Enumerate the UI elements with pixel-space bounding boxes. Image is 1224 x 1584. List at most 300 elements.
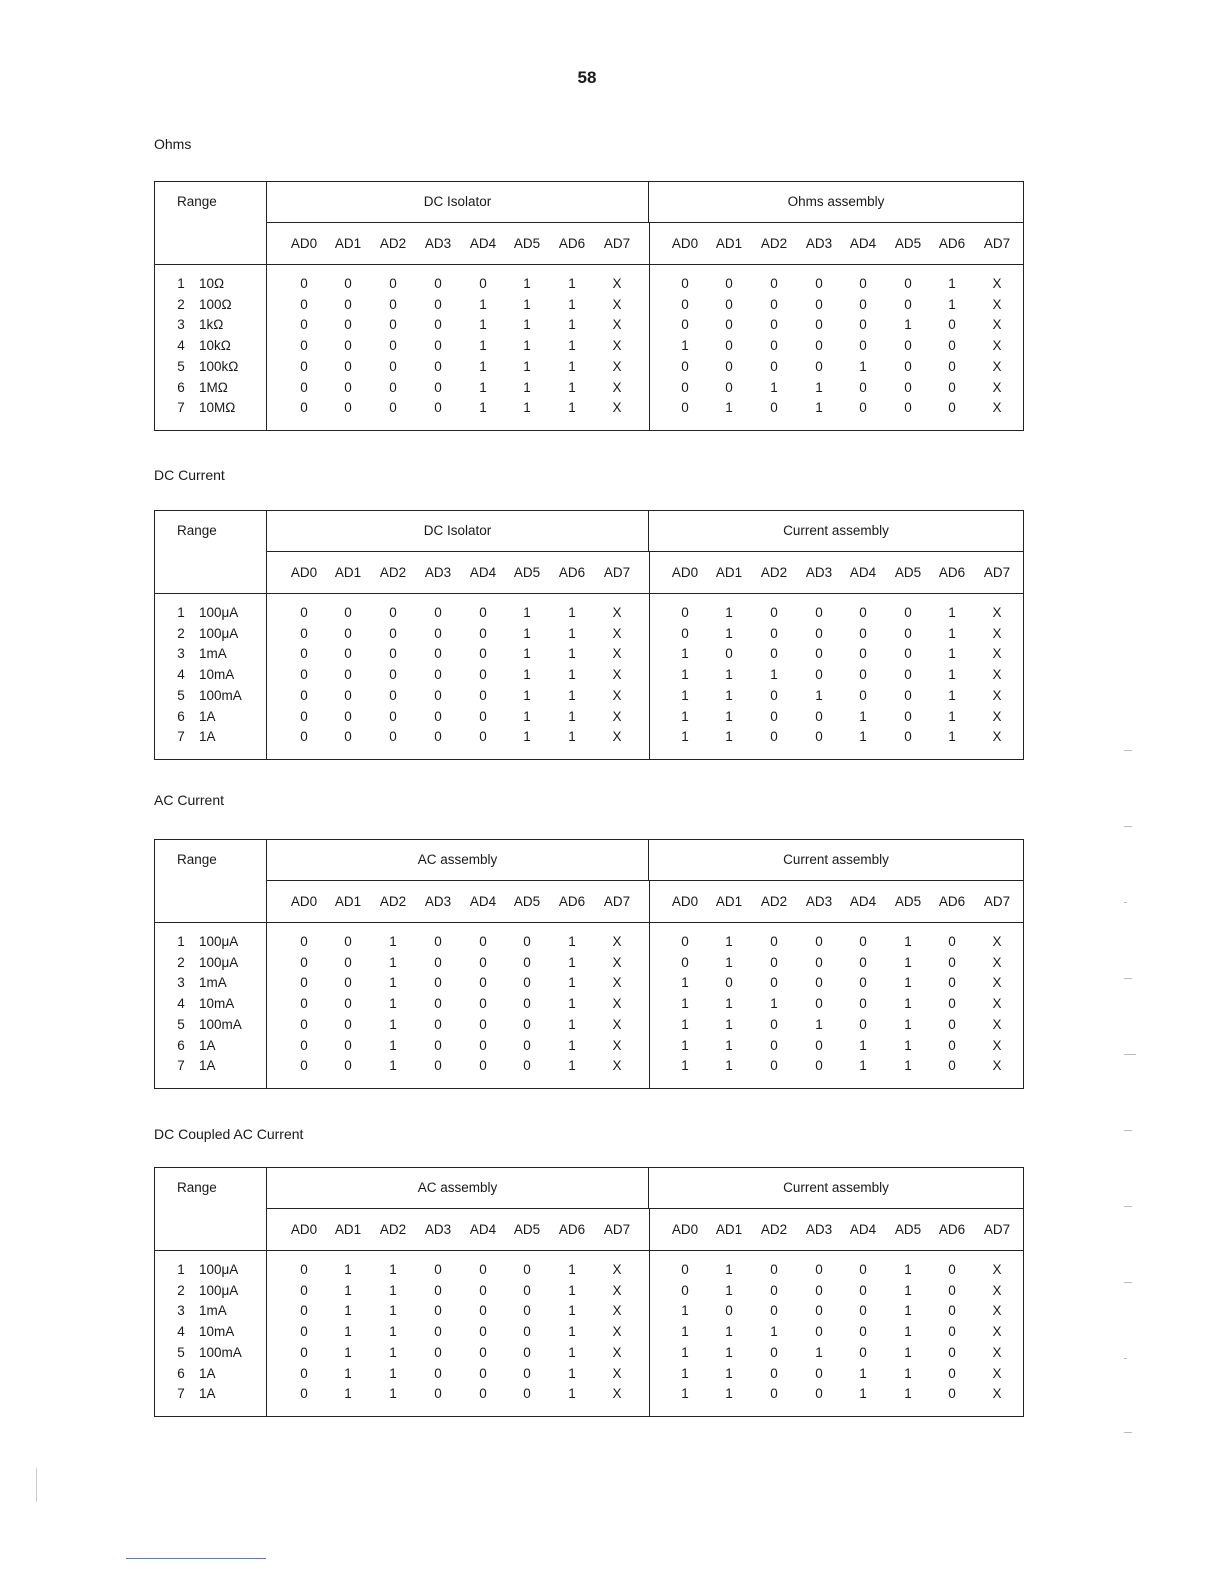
row-number: 1: [177, 605, 185, 620]
bit-cell: X: [612, 338, 622, 354]
bit-cell: 0: [948, 1016, 956, 1032]
bit-cell: 1: [568, 996, 576, 1012]
bit-cell: 0: [344, 605, 352, 620]
table-row: [155, 1015, 1023, 1035]
bit-cell: 1: [389, 975, 397, 991]
bit-cell: 0: [434, 338, 442, 354]
bit-cell: X: [612, 954, 622, 970]
bit-cell: 0: [434, 1262, 442, 1277]
bit-cell: 0: [300, 1058, 308, 1074]
row-number: 5: [177, 1016, 185, 1032]
bit-cell: 0: [859, 400, 867, 416]
code-table: [154, 181, 1024, 431]
bit-cell: 0: [389, 379, 397, 395]
bit-cell: X: [992, 1016, 1002, 1032]
margin-mark: [1124, 750, 1132, 751]
bit-cell: 1: [389, 996, 397, 1012]
bit-cell: 0: [904, 338, 912, 354]
bit-cell: X: [992, 1344, 1002, 1360]
bit-cell: 0: [344, 1058, 352, 1074]
column-header: AD2: [760, 1222, 788, 1237]
bit-cell: 0: [681, 954, 689, 970]
bit-cell: 0: [434, 1282, 442, 1298]
bit-cell: 0: [770, 605, 778, 620]
bit-cell: 1: [568, 400, 576, 416]
bit-cell: 0: [479, 996, 487, 1012]
column-header-row: [155, 563, 1023, 583]
table-row: [155, 1301, 1023, 1321]
bit-cell: 0: [300, 1016, 308, 1032]
bit-cell: 0: [389, 358, 397, 374]
code-table: [154, 510, 1024, 760]
bit-cell: 1: [568, 296, 576, 312]
bit-cell: 0: [815, 667, 823, 683]
row-number: 4: [177, 996, 185, 1012]
bit-cell: 0: [300, 358, 308, 374]
bit-cell: 1: [725, 708, 733, 724]
column-header: AD3: [424, 565, 452, 580]
bit-cell: 0: [904, 646, 912, 662]
bit-cell: 1: [568, 338, 576, 354]
bit-cell: 1: [479, 317, 487, 333]
bit-cell: 1: [479, 338, 487, 354]
bit-cell: 0: [904, 400, 912, 416]
bit-cell: 1: [904, 1365, 912, 1381]
section-title: DC Current: [154, 467, 225, 483]
bit-cell: 0: [948, 934, 956, 949]
bit-cell: 0: [479, 729, 487, 745]
bit-cell: 1: [904, 996, 912, 1012]
bit-cell: 1: [904, 975, 912, 991]
table-row: [155, 994, 1023, 1014]
bit-cell: 0: [815, 1262, 823, 1277]
bit-cell: 0: [770, 1016, 778, 1032]
bit-cell: 0: [300, 667, 308, 683]
bit-cell: 0: [344, 317, 352, 333]
bit-cell: 1: [568, 317, 576, 333]
bit-cell: 0: [725, 646, 733, 662]
bit-cell: 0: [523, 1365, 531, 1381]
right-group-header: Ohms assembly: [787, 194, 885, 209]
bit-cell: 1: [681, 1303, 689, 1319]
bit-cell: 1: [859, 358, 867, 374]
column-header: AD6: [558, 565, 586, 580]
row-number: 3: [177, 975, 185, 991]
bit-cell: X: [612, 358, 622, 374]
margin-mark: [1124, 1054, 1136, 1055]
bit-cell: 0: [434, 996, 442, 1012]
bit-cell: 1: [725, 1386, 733, 1402]
bit-cell: 0: [904, 687, 912, 703]
bit-cell: 1: [815, 1344, 823, 1360]
bit-cell: 0: [859, 975, 867, 991]
bit-cell: 1: [904, 954, 912, 970]
bit-cell: 0: [904, 708, 912, 724]
bit-cell: 0: [479, 605, 487, 620]
bit-cell: 1: [523, 400, 531, 416]
bit-cell: 0: [300, 379, 308, 395]
bit-cell: 0: [904, 605, 912, 620]
table-row: [155, 1036, 1023, 1056]
bit-cell: 0: [770, 1344, 778, 1360]
bit-cell: 0: [681, 317, 689, 333]
row-range: 1A: [199, 729, 216, 745]
table-row: [155, 665, 1023, 685]
bit-cell: 0: [479, 1016, 487, 1032]
column-header: AD0: [290, 894, 318, 909]
bit-cell: 1: [389, 1262, 397, 1277]
column-header-row: [155, 892, 1023, 912]
bit-cell: 0: [434, 934, 442, 949]
bit-cell: 0: [859, 379, 867, 395]
column-header: AD1: [334, 565, 362, 580]
bit-cell: 0: [859, 605, 867, 620]
bit-cell: 0: [859, 317, 867, 333]
bit-cell: 0: [389, 625, 397, 641]
row-number: 7: [177, 1058, 185, 1074]
bit-cell: 1: [681, 1344, 689, 1360]
bit-cell: 0: [434, 379, 442, 395]
bit-cell: X: [612, 1282, 622, 1298]
bit-cell: 1: [681, 729, 689, 745]
bit-cell: 0: [815, 1037, 823, 1053]
rule-line: [155, 922, 1023, 923]
bit-cell: 1: [389, 934, 397, 949]
bit-cell: X: [612, 708, 622, 724]
row-number: 1: [177, 276, 185, 291]
bit-cell: 0: [523, 934, 531, 949]
bit-cell: 1: [568, 1324, 576, 1340]
bit-cell: 1: [904, 1037, 912, 1053]
bit-cell: 0: [770, 687, 778, 703]
bit-cell: 0: [344, 934, 352, 949]
bit-cell: 0: [344, 625, 352, 641]
bit-cell: X: [992, 667, 1002, 683]
row-range: 1A: [199, 1037, 216, 1053]
column-header: AD7: [603, 565, 631, 580]
bit-cell: 0: [434, 1058, 442, 1074]
bit-cell: 1: [948, 605, 956, 620]
column-header: AD2: [379, 894, 407, 909]
column-header: AD1: [334, 1222, 362, 1237]
column-header: AD4: [469, 1222, 497, 1237]
bit-cell: 1: [523, 667, 531, 683]
footer-rule: [126, 1558, 266, 1559]
rule-line: [267, 551, 1023, 552]
bit-cell: 1: [389, 1365, 397, 1381]
margin-mark: [1124, 1432, 1132, 1433]
row-range: 1A: [199, 708, 216, 724]
bit-cell: 0: [948, 317, 956, 333]
bit-cell: 0: [344, 646, 352, 662]
table-row: [155, 624, 1023, 644]
column-header: AD7: [603, 894, 631, 909]
bit-cell: 1: [389, 1037, 397, 1053]
left-group-header: DC Isolator: [267, 182, 649, 222]
bit-cell: 0: [770, 1303, 778, 1319]
bit-cell: 1: [568, 276, 576, 291]
bit-cell: 0: [344, 379, 352, 395]
bit-cell: 1: [815, 1016, 823, 1032]
bit-cell: 0: [300, 729, 308, 745]
bit-cell: 0: [389, 646, 397, 662]
bit-cell: 0: [434, 729, 442, 745]
bit-cell: 1: [948, 646, 956, 662]
column-header: AD7: [983, 236, 1011, 251]
column-header: AD4: [469, 236, 497, 251]
bit-cell: 1: [948, 667, 956, 683]
table-row: [155, 973, 1023, 993]
column-header: AD7: [603, 236, 631, 251]
bit-cell: 1: [523, 276, 531, 291]
bit-cell: 0: [770, 975, 778, 991]
bit-cell: X: [992, 276, 1002, 291]
bit-cell: 0: [859, 625, 867, 641]
margin-mark: [1124, 902, 1127, 903]
bit-cell: 1: [568, 954, 576, 970]
bit-cell: 1: [344, 1344, 352, 1360]
bit-cell: 0: [815, 276, 823, 291]
bit-cell: 1: [681, 1365, 689, 1381]
bit-cell: 0: [948, 1282, 956, 1298]
column-header: AD3: [805, 1222, 833, 1237]
bit-cell: 0: [681, 379, 689, 395]
bit-cell: 1: [479, 400, 487, 416]
row-range: 100μA: [199, 1282, 239, 1298]
column-header: AD2: [760, 565, 788, 580]
bit-cell: 0: [948, 338, 956, 354]
bit-cell: 0: [859, 1303, 867, 1319]
row-number: 3: [177, 317, 185, 333]
bit-cell: X: [992, 954, 1002, 970]
column-header: AD6: [558, 1222, 586, 1237]
bit-cell: 0: [859, 276, 867, 291]
bit-cell: 1: [389, 1016, 397, 1032]
column-header: AD2: [379, 1222, 407, 1237]
bit-cell: 1: [725, 1262, 733, 1277]
column-header: AD4: [849, 894, 877, 909]
bit-cell: 1: [389, 1386, 397, 1402]
bit-cell: 1: [523, 605, 531, 620]
bit-cell: 1: [725, 667, 733, 683]
row-range: 1A: [199, 1386, 216, 1402]
bit-cell: X: [992, 996, 1002, 1012]
bit-cell: 0: [725, 975, 733, 991]
bit-cell: 1: [568, 1365, 576, 1381]
section-title: AC Current: [154, 792, 225, 808]
bit-cell: 0: [300, 605, 308, 620]
bit-cell: 1: [948, 729, 956, 745]
bit-cell: 1: [479, 296, 487, 312]
bit-cell: 0: [859, 1282, 867, 1298]
bit-cell: 1: [523, 338, 531, 354]
bit-cell: X: [612, 317, 622, 333]
bit-cell: 0: [344, 667, 352, 683]
bit-cell: X: [992, 1324, 1002, 1340]
bit-cell: 1: [904, 1303, 912, 1319]
bit-cell: 0: [770, 358, 778, 374]
code-table: [154, 1167, 1024, 1417]
bit-cell: 1: [725, 934, 733, 949]
bit-cell: 1: [568, 1058, 576, 1074]
bit-cell: 0: [770, 1058, 778, 1074]
bit-cell: 1: [681, 1016, 689, 1032]
row-number: 7: [177, 1386, 185, 1402]
column-header: AD5: [513, 236, 541, 251]
bit-cell: 1: [770, 667, 778, 683]
bit-cell: 1: [815, 379, 823, 395]
row-number: 7: [177, 729, 185, 745]
bit-cell: 0: [344, 400, 352, 416]
row-number: 1: [177, 1262, 185, 1277]
bit-cell: 0: [523, 1386, 531, 1402]
bit-cell: X: [612, 400, 622, 416]
bit-cell: 0: [479, 687, 487, 703]
bit-cell: 1: [523, 296, 531, 312]
table-row: [155, 315, 1023, 335]
bit-cell: X: [612, 996, 622, 1012]
bit-cell: 0: [859, 1324, 867, 1340]
bit-cell: 0: [479, 1303, 487, 1319]
bit-cell: X: [612, 1058, 622, 1074]
row-range: 100μA: [199, 934, 239, 949]
bit-cell: 0: [770, 400, 778, 416]
table-row: [155, 1281, 1023, 1301]
bit-cell: 0: [479, 1344, 487, 1360]
rule-line: [155, 593, 1023, 594]
column-header: AD6: [938, 1222, 966, 1237]
row-range: 100kΩ: [199, 358, 239, 374]
margin-mark: [1124, 1282, 1132, 1283]
bit-cell: 0: [479, 1037, 487, 1053]
range-header: Range: [177, 194, 217, 209]
bit-cell: 0: [300, 1037, 308, 1053]
column-header-row: [155, 234, 1023, 254]
column-header: AD1: [334, 236, 362, 251]
bit-cell: 0: [300, 954, 308, 970]
row-range: 100mA: [199, 1016, 242, 1032]
bit-cell: 0: [770, 276, 778, 291]
bit-cell: 1: [681, 975, 689, 991]
bit-cell: 0: [434, 605, 442, 620]
bit-cell: X: [992, 1037, 1002, 1053]
code-table: [154, 839, 1024, 1089]
column-header: AD0: [290, 236, 318, 251]
left-group-header: AC assembly: [267, 1168, 649, 1208]
row-number: 4: [177, 667, 185, 683]
bit-cell: 1: [725, 954, 733, 970]
bit-cell: 1: [389, 1058, 397, 1074]
bit-cell: 0: [479, 646, 487, 662]
bit-cell: X: [612, 975, 622, 991]
row-number: 2: [177, 625, 185, 641]
bit-cell: 0: [948, 975, 956, 991]
bit-cell: 1: [904, 1324, 912, 1340]
bit-cell: X: [992, 687, 1002, 703]
bit-cell: 0: [523, 1324, 531, 1340]
rule-line: [267, 880, 1023, 881]
bit-cell: 1: [859, 1037, 867, 1053]
bit-cell: 0: [479, 1386, 487, 1402]
bit-cell: 1: [568, 1262, 576, 1277]
row-range: 100mA: [199, 687, 242, 703]
bit-cell: 0: [859, 1262, 867, 1277]
table-row: [155, 378, 1023, 398]
table-row: [155, 336, 1023, 356]
row-range: 100Ω: [199, 296, 232, 312]
bit-cell: 0: [389, 687, 397, 703]
bit-cell: X: [612, 605, 622, 620]
bit-cell: 0: [815, 996, 823, 1012]
row-number: 6: [177, 379, 185, 395]
bit-cell: 0: [681, 625, 689, 641]
bit-cell: 1: [479, 358, 487, 374]
column-header: AD6: [558, 894, 586, 909]
bit-cell: 0: [725, 338, 733, 354]
bit-cell: 1: [389, 1344, 397, 1360]
table-row: [155, 707, 1023, 727]
bit-cell: 0: [904, 667, 912, 683]
bit-cell: 0: [344, 276, 352, 291]
bit-cell: 1: [815, 687, 823, 703]
bit-cell: 0: [859, 934, 867, 949]
bit-cell: 1: [725, 996, 733, 1012]
bit-cell: 0: [770, 338, 778, 354]
row-range: 10mA: [199, 667, 235, 683]
bit-cell: 0: [389, 605, 397, 620]
bit-cell: 1: [770, 379, 778, 395]
column-header: AD7: [983, 1222, 1011, 1237]
bit-cell: 0: [815, 1324, 823, 1340]
bit-cell: 1: [904, 934, 912, 949]
bit-cell: X: [612, 379, 622, 395]
bit-cell: 0: [815, 646, 823, 662]
bit-cell: 1: [725, 729, 733, 745]
bit-cell: 0: [344, 954, 352, 970]
column-header: AD1: [715, 565, 743, 580]
bit-cell: 0: [770, 1282, 778, 1298]
column-header: AD5: [513, 1222, 541, 1237]
bit-cell: 1: [568, 358, 576, 374]
rule-line: [267, 1208, 1023, 1209]
bit-cell: X: [992, 605, 1002, 620]
bit-cell: X: [612, 1037, 622, 1053]
margin-mark: [1124, 978, 1132, 979]
bit-cell: 0: [434, 646, 442, 662]
bit-cell: 0: [434, 1324, 442, 1340]
bit-cell: 0: [681, 358, 689, 374]
column-header: AD7: [983, 894, 1011, 909]
bit-cell: 0: [344, 1016, 352, 1032]
bit-cell: 1: [344, 1282, 352, 1298]
bit-cell: 1: [344, 1365, 352, 1381]
bit-cell: 0: [948, 1037, 956, 1053]
column-header: AD3: [424, 236, 452, 251]
bit-cell: 0: [523, 975, 531, 991]
bit-cell: 1: [904, 1262, 912, 1277]
bit-cell: 0: [434, 975, 442, 991]
bit-cell: 1: [479, 379, 487, 395]
bit-cell: 1: [948, 276, 956, 291]
bit-cell: X: [612, 687, 622, 703]
column-header: AD4: [849, 1222, 877, 1237]
row-number: 2: [177, 1282, 185, 1298]
bit-cell: 0: [300, 996, 308, 1012]
right-group-header: Current assembly: [783, 523, 889, 538]
bit-cell: 0: [815, 708, 823, 724]
bit-cell: X: [612, 1303, 622, 1319]
bit-cell: 0: [948, 1344, 956, 1360]
